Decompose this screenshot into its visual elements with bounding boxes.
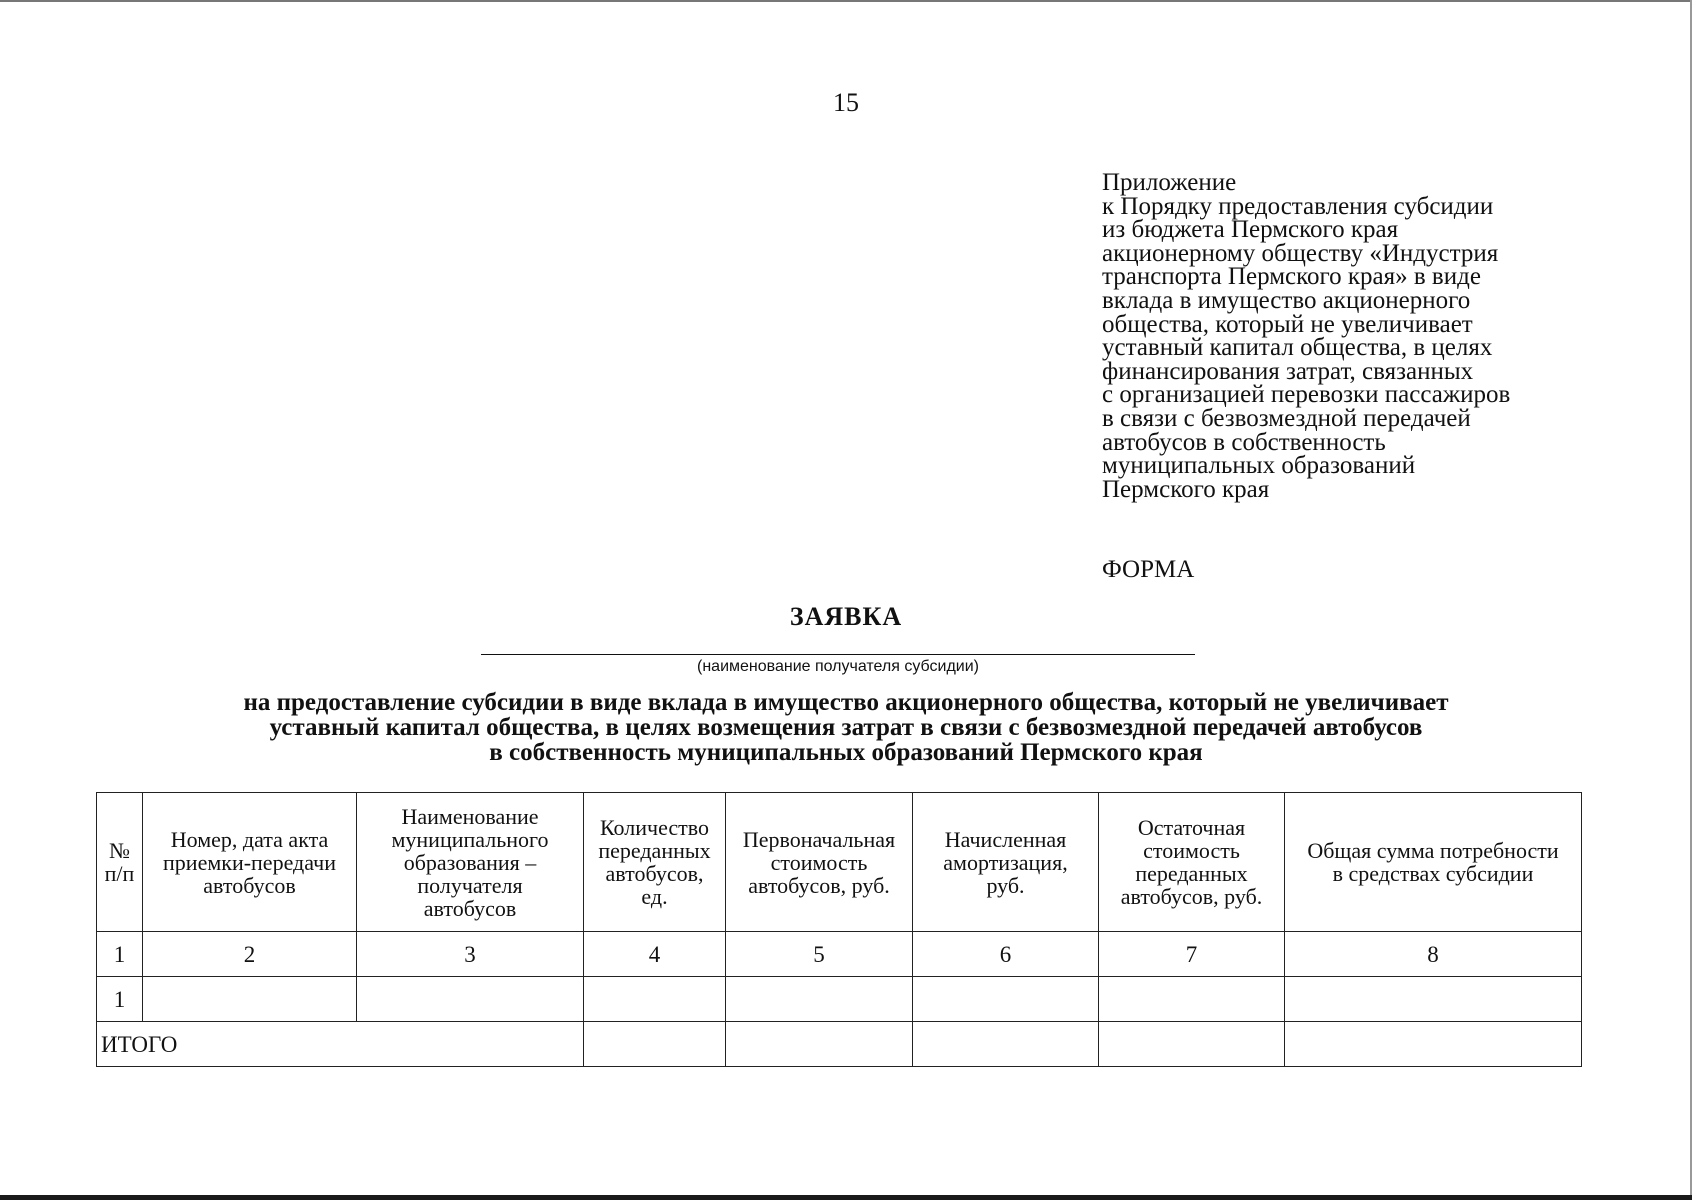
header-text-line: получателя: [417, 872, 523, 898]
table-header-row: [97, 793, 1582, 932]
header-text-line: Остаточная: [1137, 815, 1246, 840]
appendix-line: транспорта Пермского края» в виде: [1102, 263, 1481, 291]
appendix-line: в связи с безвозмездной передачей: [1102, 404, 1471, 432]
header-cell: [1285, 793, 1582, 932]
header-cell: [584, 793, 726, 932]
recipient-caption: (наименование получателя субсидии): [697, 658, 979, 675]
header-cell: [357, 793, 584, 932]
appendix-line: Пермского края: [1102, 475, 1270, 503]
column-number-row: [97, 932, 1582, 977]
page-number: 15: [833, 88, 859, 117]
table-cell: [584, 977, 726, 1022]
total-cell: [584, 1022, 726, 1067]
header-text-line: муниципального: [391, 826, 549, 852]
appendix-line: с организацией перевозки пассажиров: [1102, 381, 1511, 409]
recipient-name-line: [481, 654, 1195, 655]
appendix-line: вклада в имущество акционерного: [1102, 286, 1471, 314]
header-text-line: Общая сумма потребности: [1307, 838, 1559, 863]
column-number-cell: 4: [584, 932, 726, 977]
document-subtitle: [60, 690, 1632, 765]
table-cell: [1099, 977, 1285, 1022]
header-text-line: стоимость: [1143, 838, 1240, 863]
appendix-line: финансирования затрат, связанных: [1102, 357, 1474, 385]
document-title: ЗАЯВКА: [789, 602, 903, 631]
header-text-line: №: [109, 838, 130, 863]
header-text-line: автобусов: [203, 872, 296, 898]
header-text-line: п/п: [104, 861, 135, 886]
header-text-line: в средствах субсидии: [1332, 861, 1534, 886]
header-text-line: приемки-передачи: [163, 849, 336, 875]
header-text-line: Наименование: [401, 803, 539, 829]
header-text-line: ед.: [641, 884, 668, 909]
header-text-line: переданных: [1135, 861, 1248, 886]
column-number-cell: 2: [143, 932, 357, 977]
total-row: [97, 1022, 1582, 1067]
form-label: ФОРМА: [1102, 556, 1195, 583]
table-cell: [143, 977, 357, 1022]
appendix-line: Приложение: [1102, 169, 1237, 196]
column-number-cell: 3: [357, 932, 584, 977]
header-text-line: амортизация,: [943, 849, 1068, 875]
header-cell: [97, 793, 143, 932]
appendix-line: акционерному обществу «Индустрия: [1102, 239, 1499, 267]
total-cell: [913, 1022, 1099, 1067]
header-text-line: автобусов, руб.: [748, 872, 890, 898]
subtitle-line: на предоставление субсидии в виде вклада в имущество акционерного общества, который не увеличивает: [243, 689, 1449, 716]
header-text-line: автобусов,: [605, 861, 704, 886]
total-cell: [1285, 1022, 1582, 1067]
page-bottom-edge: [0, 1195, 1692, 1200]
column-number-cell: 5: [726, 932, 913, 977]
table-cell: 1: [97, 977, 143, 1022]
table-cell: [913, 977, 1099, 1022]
header-cell: [726, 793, 913, 932]
header-text-line: Начисленная: [944, 826, 1067, 852]
column-number-cell: 1: [97, 932, 143, 977]
request-table: [96, 792, 1582, 1067]
page-top-edge: [0, 0, 1692, 2]
header-text-line: Номер, дата акта: [170, 826, 329, 852]
subtitle-line: уставный капитал общества, в целях возмещения затрат в связи с безвозмездной передачей автобусов: [269, 714, 1423, 741]
header-cell: [913, 793, 1099, 932]
total-cell: [726, 1022, 913, 1067]
header-text-line: Первоначальная: [742, 826, 896, 852]
column-number-cell: 7: [1099, 932, 1285, 977]
header-cell: [143, 793, 357, 932]
appendix-line: из бюджета Пермского края: [1102, 216, 1399, 244]
table-cell: [357, 977, 584, 1022]
header-text-line: руб.: [986, 872, 1025, 898]
total-cell: [1099, 1022, 1285, 1067]
appendix-line: муниципальных образований: [1102, 452, 1416, 480]
table-cell: [1285, 977, 1582, 1022]
header-text-line: переданных: [598, 838, 711, 863]
subtitle-line: в собственность муниципальных образований Пермского края: [489, 739, 1203, 766]
appendix-line: автобусов в собственность: [1102, 428, 1386, 456]
appendix-line: к Порядку предоставления субсидии: [1102, 192, 1494, 220]
column-number-cell: 6: [913, 932, 1099, 977]
header-text-line: стоимость: [770, 849, 868, 875]
header-text-line: образования –: [403, 849, 537, 875]
header-text-line: автобусов: [423, 895, 517, 921]
total-label: ИТОГО: [97, 1022, 584, 1067]
header-text-line: Количество: [599, 815, 710, 840]
appendix-block: [1102, 171, 1642, 501]
appendix-line: уставный капитал общества, в целях: [1102, 334, 1493, 362]
header-text-line: автобусов, руб.: [1120, 884, 1263, 909]
table-cell: [726, 977, 913, 1022]
column-number-cell: 8: [1285, 932, 1582, 977]
header-cell: [1099, 793, 1285, 932]
table-row: [97, 977, 1582, 1022]
appendix-line: общества, который не увеличивает: [1102, 310, 1473, 338]
